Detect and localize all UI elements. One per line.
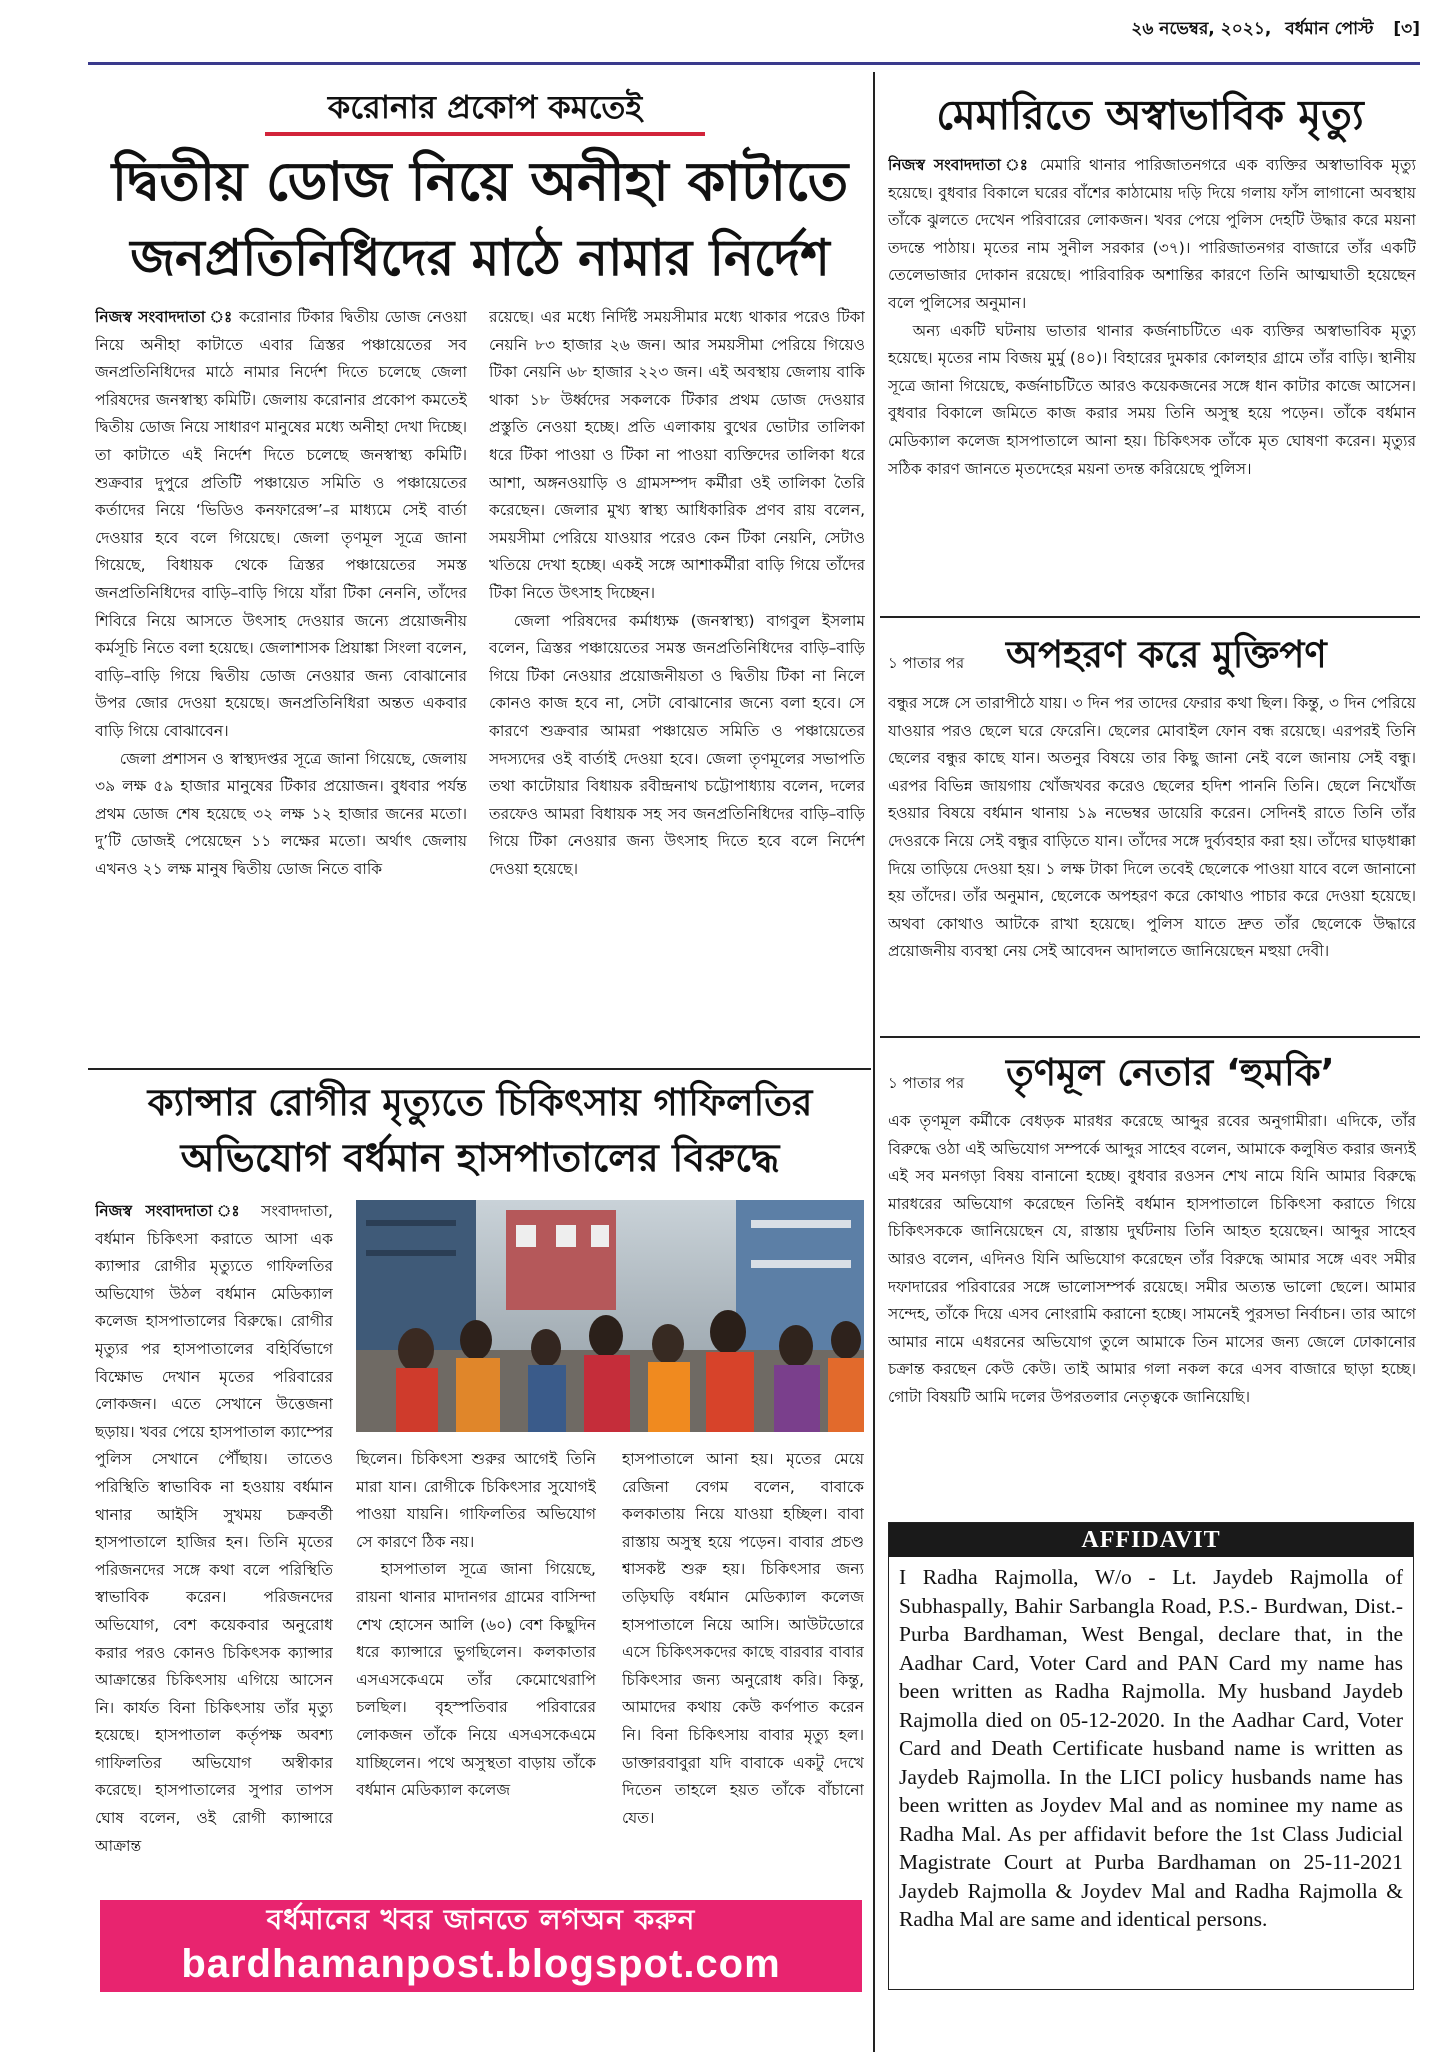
story2-column-3: [622, 1446, 864, 1890]
story2-column-2: [356, 1446, 596, 1890]
story5-jump-label: ১ পাতার পর: [888, 1074, 965, 1092]
story2-headline-line2: অভিযোগ বর্ধমান হাসপাতালের বিরুদ্ধে: [180, 1136, 780, 1181]
story4-headline: অপহরণ করে মুক্তিপণ: [1006, 633, 1327, 676]
story4-text: বন্ধুর সঙ্গে সে তারাপীঠে যায়। ৩ দিন পর তাদের ফেরার কথা ছিল। কিন্তু, ৩ দিন পেরিয়ে যাওয়ার পরও ছেলে ঘরে ফেরেনি। ছেলের মোবাইল ফোন বন্ধ রয়েছে। এরপরই তিনি ছেলের বন্ধুর কাছে যান। অতনুর বিষয়ে তার কিছু জানা নেই বলে জানায় সেই বন্ধু। এরপর বিভিন্ন জায়গায় খোঁজখবর করেও ছেলের হদিশ পাননি তিনি। ছেলে নিখোঁজ হওয়ার বিষয়ে বর্ধমান থানায় ১৯ নভেম্বর ডায়েরি করেন। সেদিনই রাতে তিনি তাঁর দেওরকে নিয়ে সেই বন্ধুর বাড়িতে যান। তাঁদের সঙ্গে দুর্ব্যবহার করা হয়। তাঁদের ঘাড়ধাক্কা দিয়ে তাড়িয়ে দেওয়া হয়। ১ লক্ষ টাকা দিলে তবেই ছেলেকে পাওয়া যাবে বলে জানানো হয় তাঁদের। তাঁর অনুমান, ছেলেকে অপহরণ করে কোথাও পাচার করে দেওয়া হয়েছে। অথবা কোথাও আটকে রাখা হয়েছে। পুলিস যাতে দ্রুত তাঁর ছেলেকে উদ্ধারে প্রয়োজনীয় ব্যবস্থা নেয় সেই আবেদন আদালতে জানিয়েছেন মহুয়া দেবী।: [888, 694, 1416, 961]
story1-column-2: [489, 304, 865, 1064]
header-page: [৩]: [1393, 19, 1420, 39]
story2-byline: নিজস্ব সংবাদদাতা ঃ: [95, 1202, 248, 1220]
affidavit-box: [888, 1522, 1414, 1990]
story2-photo: [356, 1200, 864, 1432]
header-paper: বর্ধমান পোস্ট: [1285, 19, 1374, 39]
page-header: [880, 16, 1420, 50]
story3-para1: মেমারি থানার পারিজাতনগরে এক ব্যক্তির অস্বাভাবিক মৃত্যু হয়েছে। বুধবার বিকালে ঘরের বাঁশের কাঠামোয় দড়ি দিয়ে গলায় ফাঁস লাগানো অবস্থায় তাঁকে ঝুলতে দেখেন পরিবারের লোকজন। খবর পেয়ে পুলিস দেহটি উদ্ধার করে ময়না তদন্তে পাঠায়। মৃতের নাম সুনীল সরকার (৩৭)। পারিজাতনগর বাজারে তাঁর একটি তেলেভাজার দোকান রয়েছে। পারিবারিক অশান্তির কারণে তিনি আত্মঘাতী হয়েছেন বলে পুলিসের অনুমান।: [888, 156, 1416, 312]
story1-col1b-text: জেলা প্রশাসন ও স্বাস্থ্যদপ্তর সূত্রে জানা গিয়েছে, জেলায় ৩৯ লক্ষ ৫৯ হাজার মানুষের টিকার প্রয়োজন। বুধবার পর্যন্ত প্রথম ডোজ শেষ হয়েছে ৩২ লক্ষ ১২ হাজার জনের মতো। দু’টি ডোজই পেয়েছেন ১১ লক্ষের মতো। অর্থাৎ জেলায় এখনও ২১ লক্ষ মানুষ দ্বিতীয় ডোজ নিতে বাকি: [95, 749, 467, 878]
story1-headline-line2: জনপ্রতিনিধিদের মাঠে নামার নির্দেশ: [130, 229, 830, 287]
story1-column-1: [95, 304, 467, 1064]
story1-col1-text: করোনার টিকার দ্বিতীয় ডোজ নেওয়া নিয়ে অনীহা কাটাতে এবার ত্রিস্তর পঞ্চায়েতের সব জনপ্রতিনিধিদের মাঠে নামার নির্দেশ দিতে চলেছে জেলা পরিষদের জনস্বাস্থ্য কমিটি। জেলায় করোনার প্রকোপ কমতেই দ্বিতীয় ডোজ নিয়ে সাধারণ মানুষের মধ্যে অনীহা দেখা দিচ্ছে। তা কাটাতে এই নির্দেশ দিতে চলেছে জনস্বাস্থ্য কমিটি। শুক্রবার দুপুরে প্রতিটি পঞ্চায়েত সমিতি ও পঞ্চায়েতের কর্তাদের নিয়ে ‘ভিডিও কনফারেন্স’–র মাধ্যমে সেই বার্তা দেওয়ার হবে বলে গিয়েছে। জেলা তৃণমূল সূত্রে জানা গিয়েছে, বিধায়ক থেকে ত্রিস্তর পঞ্চায়েতের সমস্ত জনপ্রতিনিধিদের বাড়ি–বাড়ি গিয়ে যাঁরা টিকা নেননি, তাঁদের শিবিরে নিয়ে আসতে উৎসাহ দেওয়ার জন্যে প্রয়োজনীয় কর্মসূচি নিতে বলা হয়েছে। জেলাশাসক প্রিয়াঙ্কা সিংলা বলেন, বাড়ি–বাড়ি গিয়ে দ্বিতীয় ডোজ নেওয়ার জন্য বোঝানোর উপর জোর দেওয়া হয়েছে। জনপ্রতিনিধিরা অন্তত একবার বাড়ি গিয়ে বোঝাবেন।: [95, 308, 467, 740]
story2-col2-text: ছিলেন। চিকিৎসা শুরুর আগেই তিনি মারা যান। রোগীকে চিকিৎসার সুযোগই পাওয়া যায়নি। গাফিলতির অভিযোগ সে কারণে ঠিক নয়।: [356, 1450, 596, 1551]
header-date: ২৬ নভেম্বর, ২০২১,: [1131, 19, 1272, 39]
divider-vertical-main: [873, 72, 875, 2052]
story1-col2b-text: জেলা পরিষদের কর্মাধ্যক্ষ (জনস্বাস্থ্য) বাগবুল ইসলাম বলেন, ত্রিস্তর পঞ্চায়েতের সমস্ত জনপ্রতিনিধিদের বাড়ি–বাড়ি গিয়ে টিকা নেওয়ার প্রয়োজনীয়তা ও দ্বিতীয় টিকা না নিলে কোনও কাজ হবে না, সেটা বোঝানোর জন্যে বলা হবে। সে কারণে শুক্রবার আমরা পঞ্চায়েত সমিতি ও পঞ্চায়েতের সদস্যদের ওই বার্তাই দেওয়া হবে। জেলা তৃণমূলের সভাপতি তথা কাটোয়ার বিধায়ক রবীন্দ্রনাথ চট্টোপাধ্যায় বলেন, দলের তরফেও আমরা বিধায়ক সহ সব জনপ্রতিনিধিদের বাড়ি–বাড়ি গিয়ে টিকা নেওয়ার জন্য উৎসাহ দিতে হবে বলে নির্দেশ দেওয়া হয়েছে।: [489, 611, 865, 878]
story1-kicker: করোনার প্রকোপ কমতেই: [265, 84, 705, 136]
story2-headline-line1: ক্যান্সার রোগীর মৃত্যুতে চিকিৎসায় গাফিলতির: [147, 1081, 813, 1124]
story1-col2-text: রয়েছে। এর মধ্যে নির্দিষ্ট সময়সীমার মধ্যে থাকার পরেও টিকা নেয়নি ৮৩ হাজার ২৬ জন। আর সময়সীমা পেরিয়ে গিয়েও টিকা নেয়নি ৬৮ হাজার ২২৩ জন। এই অবস্থায় জেলায় বাকি থাকা ১৮ উর্ধ্বদের সকলকে টিকার প্রথম ডোজ দেওয়ার প্রস্তুতি নেওয়া হচ্ছে। প্রতি এলাকায় বুথের ভোটার তালিকা ধরে টিকা পাওয়া ও টিকা না পাওয়া ব্যক্তিদের তালিকা ধরে আশা, অঙ্গনওয়াড়ি ও গ্রামসম্পদ কর্মীরা ওই তালিকা তৈরি করেছেন। জেলার মুখ্য স্বাস্থ্য আধিকারিক প্রণব রায় বলেন, সময়সীমা পেরিয়ে যাওয়ার পরেও কেন টিকা নেয়নি, সেটাও খতিয়ে দেখা হচ্ছে। একই সঙ্গে আশাকর্মীরা বাড়ি গিয়ে তাঁদের টিকা নিতে উৎসাহ দিচ্ছেন।: [489, 308, 865, 602]
blog-banner: [100, 1900, 862, 1992]
story5-text: এক তৃণমূল কর্মীকে বেধড়ক মারধর করেছে আব্দুর রবের অনুগামীরা। এদিকে, তাঁর বিরুদ্ধে ওঠা এই অভিযোগ সম্পর্কে আব্দুর সাহেব বলেন, আমাকে কলুষিত করার জন্যই এই সব মনগড়া বিষয় বানানো হচ্ছে। বুধবার রওসন শেখ নামে যিনি আমার বিরুদ্ধে মারধরের অভিযোগ করেছেন তিনিই বর্ধমান হাসপাতালে চিকিৎসা করাতে গিয়ে চিকিৎসককে জানিয়েছেন যে, রাস্তায় দুর্ঘটনায় তিনি আহত হয়েছেন। আব্দুর সাহেব আরও বলেন, এদিনও যিনি অভিযোগ করেছেন তাঁর বিরুদ্ধে আমার সঙ্গে এবং সমীর দফাদারের পরিবারের সঙ্গে ভালোসম্পর্ক রয়েছে। সমীর অত্যন্ত ভালো ছেলে। আমার সন্দেহ, তাঁকে দিয়ে এসব নোংরামি করানো হচ্ছে। সামনেই পুরসভা নির্বাচন। তার আগে আমার নামে এধরনের অভিযোগ তুলে আমাকে তিন মাসের জন্য জেলে ঢোকানোর চক্রান্ত করছেন কেউ কেউ। তাই আমার গলা নকল করে এসব বাজারে ছাড়া হচ্ছে। গোটা বিষয়টি আমি দলের উপরতলার নেতৃত্বকে জানিয়েছি।: [888, 1112, 1416, 1406]
story4-jump-label: ১ পাতার পর: [888, 654, 965, 672]
top-rule: [88, 62, 1420, 65]
affidavit-title: AFFIDAVIT: [889, 1523, 1413, 1557]
banner-tagline: বর্ধমানের খবর জানতে লগঅন করুন: [266, 1903, 696, 1936]
story1-byline: নিজস্ব সংবাদদাতা ঃ: [95, 308, 234, 326]
story3-body: [888, 152, 1416, 612]
banner-url[interactable]: bardhamanpost.blogspot.com: [181, 1942, 781, 1986]
crowd-photo-illustration: [356, 1200, 864, 1432]
affidavit-text: I Radha Rajmolla, W/o - Lt. Jaydeb Rajmolla of Subhaspally, Bahir Sarbangla Road, P.S.- Burdwan, Dist.- Purba Bardhaman, West Bengal, declare that, in the Aadhar Card, Voter Card and PAN Card my name has been written as Radha Rajmolla. My husband Jaydeb Rajmolla died on 05-12-2020. In the Aadhar Card, Voter Card and Death Certificate husband name is written as Jaydeb Rajmolla. In the LICI policy husbands name has been written as Joydev Mal and as nominee my name as Radha Mal. As per affidavit before the 1st Class Judicial Magistrate Court at Purba Bardhaman on 25-11-2021 Jaydeb Rajmolla & Joydev Mal and Radha Rajmolla & Radha Mal are same and identical persons.: [899, 1565, 1403, 1931]
divider-story4-bottom: [880, 1036, 1420, 1038]
story2-col2b-text: হাসপাতাল সূত্রে জানা গিয়েছে, রায়না থানার মাদানগর গ্রামের বাসিন্দা শেখ হোসেন আলি (৬০) বেশ কিছুদিন ধরে ক্যান্সারে ভুগছিলেন। কলকাতার এসএসকেএমে তাঁর কেমোথেরাপি চলছিল। বৃহস্পতিবার পরিবারের লোকজন তাঁকে নিয়ে এসএসকেএমে যাচ্ছিলেন। পথে অসুস্থতা বাড়ায় তাঁকে বর্ধমান মেডিক্যাল কলেজ: [356, 1560, 596, 1800]
story2-col3-text: হাসপাতালে আনা হয়। মৃতের মেয়ে রেজিনা বেগম বলেন, বাবাকে কলকাতায় নিয়ে যাওয়া হচ্ছিল। বাবা রাস্তায় অসুস্থ হয়ে পড়েন। বাবার প্রচণ্ড শ্বাসকষ্ট শুরু হয়। চিকিৎসার জন্য তড়িঘড়ি বর্ধমান মেডিক্যাল কলেজ হাসপাতালে নিয়ে আসি। আউটডোরে এসে চিকিৎসকদের কাছে বারবার বাবার চিকিৎসার জন্য অনুরোধ করি। কিন্তু, আমাদের কথায় কেউ কর্ণপাত করেন নি। বিনা চিকিৎসায় বাবার মৃত্যু হল। ডাক্তারবাবুরা যদি বাবাকে একটু দেখে দিতেন তাহলে হয়ত তাঁকে বাঁচানো যেত।: [622, 1450, 864, 1827]
story2-column-1: [95, 1198, 333, 1888]
divider-story3-bottom: [880, 616, 1420, 618]
story5-body: [888, 1108, 1416, 1518]
story4-body: [888, 690, 1416, 1032]
story5-heading-row: [888, 1046, 1416, 1102]
story3-byline: নিজস্ব সংবাদদাতা ঃ: [888, 156, 1032, 174]
story4-heading-row: [888, 628, 1416, 684]
story3-headline: মেমারিতে অস্বাভাবিক মৃত্যু: [936, 91, 1364, 139]
story5-headline: তৃণমূল নেতার ‘হুমকি’: [1006, 1051, 1335, 1094]
story3-para2: অন্য একটি ঘটনায় ভাতার থানার কর্জনাচটিতে এক ব্যক্তির অস্বাভাবিক মৃত্যু হয়েছে। মৃতের নাম বিজয় মুর্মু (৪০)। বিহারের দুমকার কোলহার গ্রামে তাঁর বাড়ি। স্থানীয় সূত্রে জানা গিয়েছে, কর্জনাচটিতে আরও কয়েকজনের সঙ্গে ধান কাটার কাজে আসেন। বুধবার বিকালে জমিতে কাজ করার সময় তিনি অসুস্থ হয়ে পড়েন। তাঁকে বর্ধমান মেডিক্যাল কলেজ হাসপাতালে আনা হয়। চিকিৎসক তাঁকে মৃত ঘোষণা করেন। মৃত্যুর সঠিক কারণ জানতে মৃতদেহের ময়না তদন্ত করিয়েছে পুলিস।: [888, 321, 1416, 478]
story2-col1-text: সংবাদদাতা, বর্ধমান চিকিৎসা করাতে আসা এক ক্যান্সার রোগীর মৃত্যুতে গাফিলতির অভিযোগ উঠল বর্ধমান মেডিক্যাল কলেজ হাসপাতালের বিরুদ্ধে। রোগীর মৃত্যুর পর হাসপাতালের বহির্বিভাগে বিক্ষোভ দেখান মৃতের পরিবারের লোকজন। এতে সেখানে উত্তেজনা ছড়ায়। খবর পেয়ে হাসপাতাল ক্যাম্পের পুলিস সেখানে পৌঁছায়। তাতেও পরিস্থিতি স্বাভাবিক না হওয়ায় বর্ধমান থানার আইসি সুখময় চক্রবর্তী হাসপাতালে হাজির হন। তিনি মৃতের পরিজনদের সঙ্গে কথা বলে পরিস্থিতি স্বাভাবিক করেন। পরিজনদের অভিযোগ, বেশ কয়েকবার অনুরোধ করার পরও কোনও চিকিৎসক ক্যান্সার আক্রান্তের চিকিৎসায় এগিয়ে আসেন নি। কার্যত বিনা চিকিৎসায় তাঁর মৃত্যু হয়েছে। হাসপাতাল কর্তৃপক্ষ অবশ্য গাফিলতির অভিযোগ অস্বীকার করেছে। হাসপাতালের সুপার তাপস ঘোষ বলেন, ওই রোগী ক্যান্সারে আক্রান্ত: [95, 1202, 333, 1855]
story1-headline-line1: দ্বিতীয় ডোজ নিয়ে অনীহা কাটাতে: [111, 150, 849, 213]
divider-story1-bottom: [88, 1068, 871, 1070]
